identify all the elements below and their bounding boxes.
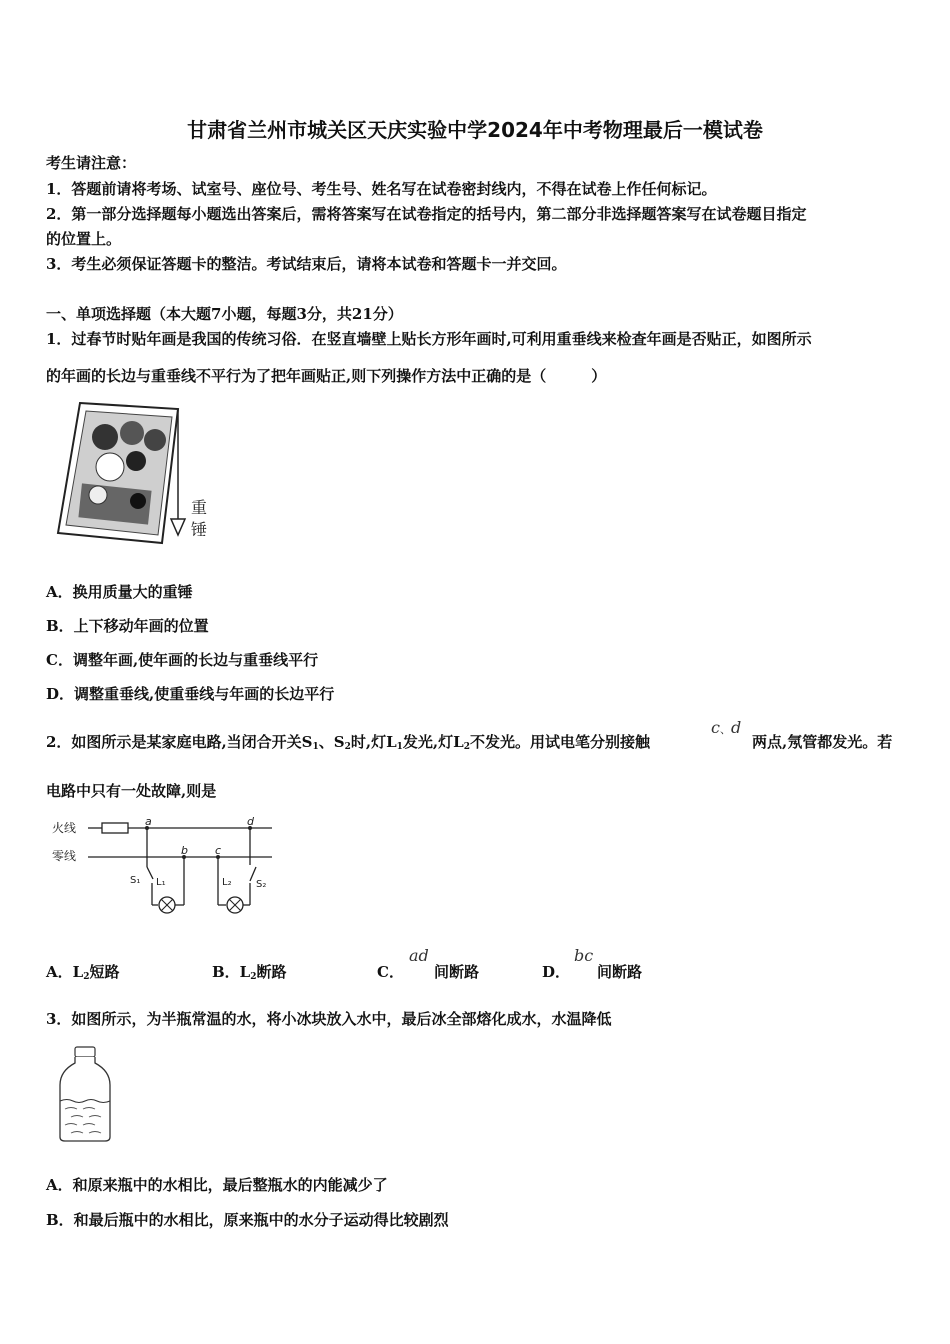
notice-item: 的位置上。 [46, 230, 122, 248]
section-heading: 一、单项选择题（本大题7小题，每题3分，共21分） [46, 305, 403, 323]
option: B．上下移动年画的位置 [46, 617, 209, 635]
notice-heading: 考生请注意： [46, 154, 137, 172]
question-2-line-1: 2．如图所示是某家庭电路,当闭合开关$S_1$、$S_2$时,灯$L_1$发光,灯$L_2$不发光。用试电笔分别接触 [46, 733, 650, 752]
option: A．$L_2$短路 [46, 963, 120, 982]
water-bottle-figure [55, 1045, 115, 1145]
option: A．换用质量大的重锤 [46, 583, 193, 601]
label-l2: L₂ [222, 877, 232, 888]
question-2-line-1-end: 两点,氖管都发光。若 [752, 733, 893, 751]
label-b: b [181, 844, 188, 857]
label-l1: L₁ [156, 877, 166, 888]
bottle-cap [75, 1047, 95, 1057]
option: A．和原来瓶中的水相比，最后整瓶水的内能减少了 [46, 1176, 388, 1194]
live-wire-label: 火线 [52, 821, 77, 835]
household-circuit-figure [50, 815, 275, 915]
label-s2: S₂ [256, 879, 267, 890]
option-text: 间断路 [597, 963, 643, 981]
figure-label-heavy: 重 [191, 498, 208, 517]
option: D． [542, 963, 571, 981]
question-3-line-1: 3．如图所示，为半瓶常温的水，将小冰块放入水中，最后冰全部熔化成水，水温降低 [46, 1010, 612, 1028]
label-c: c [215, 844, 222, 857]
option: C． [377, 963, 404, 981]
label-a: a [145, 815, 152, 828]
points-cd: c、d [711, 718, 742, 737]
question-1-line-2: 的年画的长边与重垂线不平行为了把年画贴正,则下列操作方法中正确的是（ ） [46, 367, 607, 385]
option-text: 间断路 [434, 963, 480, 981]
question-2-line-2: 电路中只有一处故障,则是 [46, 782, 217, 800]
option: D．调整重垂线,使重垂线与年画的长边平行 [46, 685, 335, 703]
option: B．$L_2$断路 [212, 963, 287, 982]
switch-s1 [147, 867, 153, 879]
question-1-line-1: 1．过春节时贴年画是我国的传统习俗．在竖直墙壁上贴长方形年画时,可利用重垂线来检查年画是否贴正，如图所示 [46, 330, 812, 348]
notice-item: 2．第一部分选择题每小题选出答案后，需将答案写在试卷指定的括号内，第二部分非选择题答案写在试卷题目指定 [46, 205, 807, 223]
page-title: 甘肃省兰州市城关区天庆实验中学2024年中考物理最后一模试卷 [187, 118, 763, 142]
new-year-picture-figure [50, 395, 220, 550]
notice-item: 1．答题前请将考场、试室号、座位号、考生号、姓名写在试卷密封线内，不得在试卷上作任何标记。 [46, 180, 717, 198]
fuse [102, 823, 128, 833]
option: B．和最后瓶中的水相比，原来瓶中的水分子运动得比较剧烈 [46, 1211, 449, 1229]
option: C．调整年画,使年画的长边与重垂线平行 [46, 651, 319, 669]
label-s1: S₁ [130, 875, 141, 886]
neutral-wire-label: 零线 [52, 849, 77, 863]
option-variable: bc [574, 946, 594, 965]
label-d: d [247, 815, 254, 828]
option-variable: ad [409, 946, 429, 965]
notice-item: 3．考生必须保证答题卡的整洁。考试结束后，请将本试卷和答题卡一并交回。 [46, 255, 567, 273]
figure-label-hammer: 锤 [191, 520, 208, 539]
plumb-bob [171, 519, 185, 535]
